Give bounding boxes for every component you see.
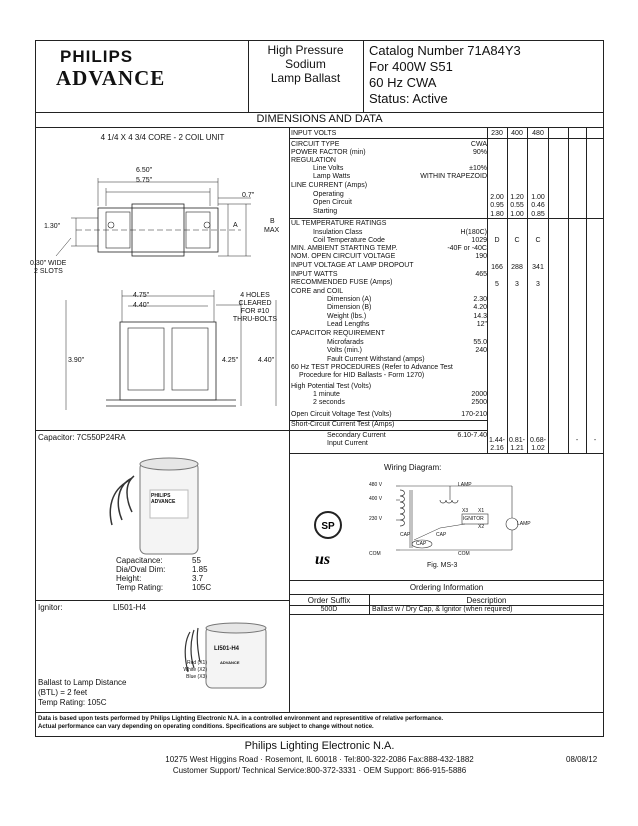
capacitor-top-rule xyxy=(35,430,289,431)
value: 55 xyxy=(192,556,201,565)
wiring-lamp: LAMP xyxy=(517,521,531,527)
spec-capacitance xyxy=(116,556,201,565)
label: NOM. OPEN CIRCUIT VOLTAGE xyxy=(291,253,396,260)
table-col-line xyxy=(487,127,488,453)
value: 2.30 xyxy=(473,296,487,303)
voltage-400: 400 xyxy=(511,130,523,137)
holes-line: CLEARED xyxy=(238,300,272,307)
svg-text:us: us xyxy=(315,551,331,568)
starting-400: 1.00 xyxy=(510,211,524,218)
product-line-3: Lamp Ballast xyxy=(270,71,341,85)
row-sc-test xyxy=(291,421,487,429)
label: High Potential Test (Volts) xyxy=(291,383,372,390)
wiring-cap: CAP xyxy=(400,532,411,538)
section-title-rule xyxy=(35,127,604,128)
coil-temp-400: C xyxy=(514,237,520,244)
ballast-distance-line: (BTL) = 2 feet xyxy=(38,688,88,697)
label: Operating xyxy=(313,191,344,198)
wiring-ignitor: IGNITOR xyxy=(463,516,484,522)
wire-blue: Blue (X3) xyxy=(186,674,207,680)
dim-label-b: B xyxy=(270,218,275,225)
label: CORE and COIL xyxy=(291,288,344,295)
label: Short-Circuit Current Test (Amps) xyxy=(291,421,395,428)
row-ul-temp xyxy=(291,220,487,228)
coil-temp-230: D xyxy=(494,237,500,244)
input-current-min: 0.68- xyxy=(530,437,546,444)
table-col-line xyxy=(548,127,549,453)
footer-support: Customer Support/ Technical Service:800-372-3331 · OEM Support: 866-915-5886 xyxy=(172,766,467,775)
row-open-circuit xyxy=(291,199,487,207)
label: Dia/Oval Dim: xyxy=(116,565,166,574)
operating-480: 1.00 xyxy=(531,194,545,201)
label: Starting xyxy=(313,208,338,215)
row-microfarads xyxy=(291,339,487,347)
dropout-230: 166 xyxy=(491,264,503,271)
label: 1 minute xyxy=(313,391,340,398)
section-title: DIMENSIONS AND DATA xyxy=(256,113,383,125)
catalog-lamp: For 400W S51 xyxy=(369,59,453,74)
disclaimer-line: Data is based upon tests performed by Philips Lighting Electronic N.A. in a controlled environment and representitive of relative performance. xyxy=(38,716,444,722)
label: INPUT VOLTAGE AT LAMP DROPOUT xyxy=(291,262,414,269)
fuse-230: 5 xyxy=(495,281,499,288)
row-two-seconds xyxy=(291,399,487,407)
table-col-line xyxy=(507,127,508,453)
holes-line: THRU-BOLTS xyxy=(232,316,278,323)
label: RECOMMENDED FUSE (Amps) xyxy=(291,279,393,286)
label: Dimension (B) xyxy=(327,304,372,311)
starting-230: 1.80 xyxy=(490,211,504,218)
catalog-hz: 60 Hz CWA xyxy=(369,75,437,90)
value: 55.0 xyxy=(473,339,487,346)
row-operating xyxy=(291,191,487,199)
row-input-current xyxy=(291,440,487,448)
dim-label: 3.90" xyxy=(68,357,85,364)
value: 1029 xyxy=(471,237,487,244)
wiring-title: Wiring Diagram: xyxy=(384,463,442,472)
ordering-col-description: Description xyxy=(466,596,507,605)
wire-colors xyxy=(183,660,207,681)
wiring-com: COM xyxy=(458,551,470,557)
dim-label: 5.75" xyxy=(136,177,153,184)
input-current-max: 1.02 xyxy=(531,445,545,452)
input-current-max: 2.16 xyxy=(490,445,504,452)
value: 170-210 xyxy=(461,411,487,418)
open-circuit-480: 0.46 xyxy=(531,202,545,209)
label: Dimension (A) xyxy=(327,296,372,303)
capacitor-image xyxy=(100,450,220,560)
label: Volts (min.) xyxy=(327,347,363,354)
value: WITHIN TRAPEZOID xyxy=(420,173,487,180)
label: UL TEMPERATURE RATINGS xyxy=(291,220,387,227)
csa-mark-icon xyxy=(313,510,343,540)
row-dim-a xyxy=(291,296,487,304)
value: -40F or -40C xyxy=(447,245,487,252)
label: Input Current xyxy=(327,440,368,447)
row-insulation xyxy=(291,229,487,237)
voltage-480: 480 xyxy=(532,130,544,137)
spec-height xyxy=(116,574,204,583)
label: Fault Current Withstand (amps) xyxy=(327,356,425,363)
table-rule xyxy=(289,430,487,431)
ordering-title: Ordering Information xyxy=(409,583,484,592)
ordering-suffix: 500D xyxy=(320,606,338,613)
input-current-480 xyxy=(528,437,548,453)
voltage-230: 230 xyxy=(491,130,503,137)
disclaimer-line: Actual performance can vary depending on operating conditions. Specifications are subject to change without notice. xyxy=(38,724,374,730)
label: Lamp Watts xyxy=(313,173,351,180)
value: 465 xyxy=(475,271,487,278)
holes-note xyxy=(232,292,278,324)
label: POWER FACTOR (min) xyxy=(291,149,366,156)
ordering-rule xyxy=(289,580,604,581)
row-nom-ocv xyxy=(291,253,487,261)
label: Lead Lengths xyxy=(327,321,370,328)
row-lead-length xyxy=(291,321,487,329)
wiring-v400: 400 V xyxy=(369,496,383,502)
holes-line: 4 HOLES xyxy=(240,292,270,299)
wiring-com: COM xyxy=(369,551,381,557)
wire-red: Red (X1) xyxy=(186,660,207,666)
open-circuit-230: 0.95 xyxy=(490,202,504,209)
open-circuit-400: 0.55 xyxy=(510,202,524,209)
brand-logo-philips: PHILIPS xyxy=(60,47,134,66)
label: 2 seconds xyxy=(313,399,345,406)
capacitor-brand xyxy=(151,493,175,505)
ordering-rule xyxy=(289,594,604,595)
spec-dia xyxy=(116,565,208,574)
label: Procedure for HID Ballasts - Form 1270) xyxy=(299,372,425,379)
row-lamp-watts xyxy=(291,173,487,181)
row-ocv-test xyxy=(291,411,487,419)
label: Open Circuit Voltage Test (Volts) xyxy=(291,411,392,418)
footer-address: 10275 West Higgins Road · Rosemont, IL 60018 · Tel:800-322-2086 Fax:888-432-1882 xyxy=(165,755,474,764)
product-line-1: High Pressure xyxy=(267,43,344,57)
value: 2500 xyxy=(471,399,487,406)
footer-date: 08/08/12 xyxy=(566,755,598,764)
row-circuit-type xyxy=(291,141,487,149)
input-current-min: 0.81- xyxy=(509,437,525,444)
row-core-coil xyxy=(291,288,487,296)
row-regulation xyxy=(291,157,487,165)
ballast-distance xyxy=(38,678,127,708)
row-power-factor xyxy=(291,149,487,157)
ordering-col-suffix: Order Suffix xyxy=(307,596,351,605)
dropout-400: 288 xyxy=(511,264,523,271)
table-col-line xyxy=(586,127,587,453)
value: 240 xyxy=(475,347,487,354)
dim-label-max: MAX xyxy=(264,227,280,234)
table-col-line xyxy=(568,127,569,453)
data-table-bottom xyxy=(289,453,604,454)
row-secondary xyxy=(291,432,487,440)
ignitor-brand: ADVANCE xyxy=(220,660,240,665)
value: 4.20 xyxy=(473,304,487,311)
ignitor-top-rule xyxy=(35,600,289,601)
disclaimer-rule xyxy=(35,712,604,713)
fuse-400: 3 xyxy=(515,281,519,288)
label: Weight (lbs.) xyxy=(327,313,367,320)
value: 105C xyxy=(192,583,212,592)
ordering-col-divider xyxy=(369,594,370,614)
value: 14.3 xyxy=(473,313,487,320)
label: Temp Rating: xyxy=(116,583,164,592)
value: 12" xyxy=(476,321,487,328)
ballast-distance-line: Ballast to Lamp Distance xyxy=(38,678,127,687)
value: 90% xyxy=(472,149,487,156)
label: REGULATION xyxy=(291,157,336,164)
dim-label: 0.7" xyxy=(242,192,255,199)
svg-text:SP: SP xyxy=(321,521,335,532)
capacitor-title: Capacitor: 7C550P24RA xyxy=(38,433,126,442)
ignitor-label: Ignitor: xyxy=(38,603,63,612)
label: Height: xyxy=(116,574,142,583)
holes-line: FOR #10 xyxy=(240,308,270,315)
value: 2000 xyxy=(471,391,487,398)
ignitor-model: LI501-H4 xyxy=(113,603,146,612)
capacitor-brand-line: ADVANCE xyxy=(151,499,176,505)
table-rule xyxy=(289,138,604,139)
product-line-2: Sodium xyxy=(285,57,326,71)
core-title: 4 1/4 X 4 3/4 CORE - 2 COIL UNIT xyxy=(100,133,225,142)
fuse-480: 3 xyxy=(536,281,540,288)
value: H(180C) xyxy=(460,229,487,236)
row-dim-b xyxy=(291,304,487,312)
label: Capacitance: xyxy=(116,556,163,565)
row-test-procedures xyxy=(291,364,487,372)
disclaimer xyxy=(38,715,443,731)
label: MIN. AMBIENT STARTING TEMP. xyxy=(291,245,398,252)
input-current-max: 1.21 xyxy=(510,445,524,452)
dim-label: 4.75" xyxy=(133,292,150,299)
row-line-current xyxy=(291,182,487,190)
row-fault-current xyxy=(291,356,487,364)
table-col-line xyxy=(527,127,528,453)
starting-480: 0.85 xyxy=(531,211,545,218)
product-type xyxy=(248,43,363,85)
row-line-volts xyxy=(291,165,487,173)
operating-230: 2.00 xyxy=(490,194,504,201)
wiring-v480: 480 V xyxy=(369,482,383,488)
label: 60 Hz TEST PROCEDURES (Refer to Advance Test xyxy=(291,364,453,371)
label: Microfarads xyxy=(327,339,364,346)
wire-white: White (X2) xyxy=(183,667,207,673)
row-input-volts xyxy=(291,130,487,138)
label: CAPACITOR REQUIREMENT xyxy=(291,330,385,337)
label: Open Circuit xyxy=(313,199,352,206)
wiring-x3: X3 xyxy=(462,508,469,514)
wiring-fig: Fig. MS-3 xyxy=(427,562,458,569)
wiring-lamp: LAMP xyxy=(458,482,472,488)
row-input-watts xyxy=(291,271,487,279)
row-one-minute xyxy=(291,391,487,399)
ordering-description: Ballast w / Dry Cap, & Ignitor (when required) xyxy=(372,606,513,613)
row-min-ambient xyxy=(291,245,487,253)
footer-company: Philips Lighting Electronic N.A. xyxy=(244,740,395,752)
dim-label: 1.30" xyxy=(44,223,61,230)
row-hi-pot xyxy=(291,383,487,391)
input-current-min: 1.44- xyxy=(489,437,505,444)
row-cap-req xyxy=(291,330,487,338)
label: LINE CURRENT (Amps) xyxy=(291,182,368,189)
dim-label: 4.25" xyxy=(222,357,239,364)
dim-label-a: A xyxy=(233,222,238,229)
row-weight xyxy=(291,313,487,321)
ordering-rule xyxy=(289,614,604,615)
capacitor-brand-line: PHILIPS xyxy=(151,493,171,499)
ul-mark-icon xyxy=(313,546,339,570)
dim-label: 6.50" xyxy=(136,167,153,174)
capacitor-specs xyxy=(116,556,212,592)
value: 190 xyxy=(475,253,487,260)
row-starting xyxy=(291,208,487,216)
coil-temp-480: C xyxy=(535,237,541,244)
input-current-dash: - xyxy=(593,437,597,444)
dim-label: 4.40" xyxy=(133,302,150,309)
table-rule xyxy=(289,218,604,219)
brand-logo-advance: ADVANCE xyxy=(56,66,166,90)
input-current-dash: - xyxy=(575,437,579,444)
row-rec-fuse xyxy=(291,279,487,287)
label: INPUT VOLTS xyxy=(291,130,337,137)
value: 6.10-7.40 xyxy=(457,432,487,439)
wiring-cap: CAP xyxy=(416,541,427,547)
label: Insulation Class xyxy=(313,229,363,236)
catalog-number: Catalog Number 71A84Y3 xyxy=(369,43,521,58)
row-dropout xyxy=(291,262,487,270)
catalog-status: Status: Active xyxy=(369,91,448,106)
row-test-procedures-2 xyxy=(291,372,487,380)
label: CIRCUIT TYPE xyxy=(291,141,340,148)
row-coil-temp xyxy=(291,237,487,245)
label: Secondary Current xyxy=(327,432,386,439)
input-current-230 xyxy=(487,437,507,453)
dropout-480: 341 xyxy=(532,264,544,271)
wiring-x2: X2 xyxy=(478,524,485,530)
value: ±10% xyxy=(469,165,487,172)
slots-note: 2 SLOTS xyxy=(34,268,63,275)
input-current-400 xyxy=(507,437,527,453)
value: CWA xyxy=(470,141,487,148)
row-volts-min xyxy=(291,347,487,355)
header-divider xyxy=(363,40,364,112)
ballast-distance-line: Temp Rating: 105C xyxy=(38,698,107,707)
operating-400: 1.20 xyxy=(510,194,524,201)
value: 3.7 xyxy=(192,574,204,583)
dim-label: 4.40" xyxy=(258,357,275,364)
ignitor-label-on-image: LI501-H4 xyxy=(214,646,240,652)
catalog-info xyxy=(369,43,599,107)
label: Line Volts xyxy=(313,165,344,172)
value: 1.85 xyxy=(192,565,208,574)
wiring-v230: 230 V xyxy=(369,516,383,522)
spec-temp xyxy=(116,583,212,592)
label: INPUT WATTS xyxy=(291,271,338,278)
wiring-x1: X1 xyxy=(478,508,485,514)
label: Coil Temperature Code xyxy=(313,237,385,244)
wiring-cap: CAP xyxy=(436,532,447,538)
slots-note: 0.30" WIDE xyxy=(30,260,67,267)
